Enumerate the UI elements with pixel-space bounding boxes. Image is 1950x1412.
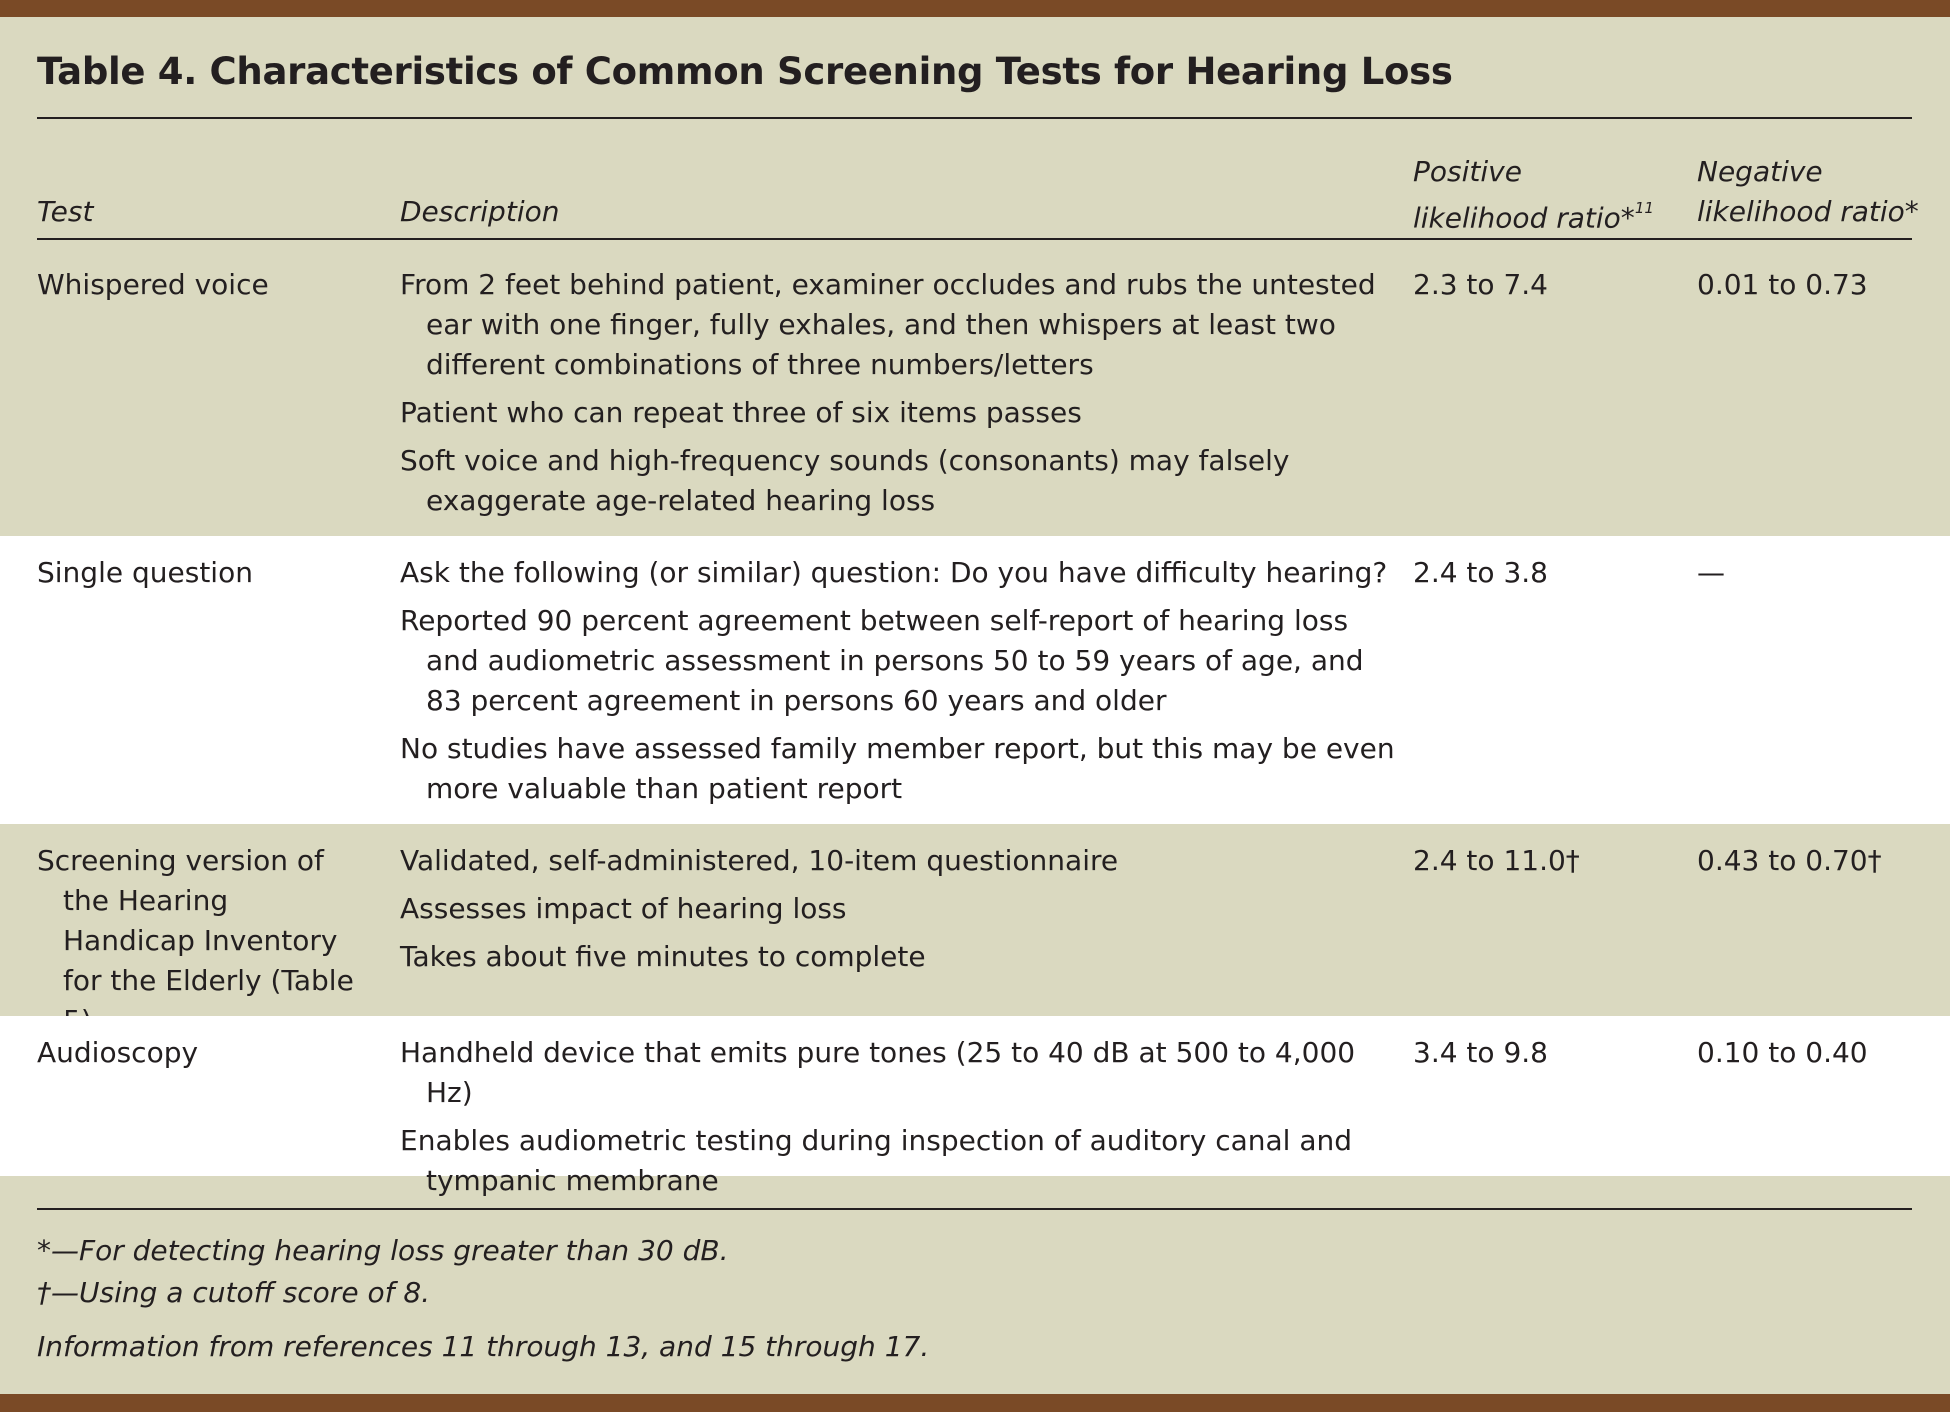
- footnote-rule: [37, 1208, 1912, 1210]
- table-row: [0, 240, 1950, 536]
- row2-desc-item: Ask the following (or similar) question: Do you have difficulty hearing?: [400, 556, 1388, 589]
- row4-desc-item: Handheld device that emits pure tones (25 to 40 dB at 500 to 4,000 Hz): [400, 1036, 1356, 1109]
- row3-desc-item: Takes about five minutes to complete: [400, 940, 926, 973]
- title-rule: [37, 117, 1912, 119]
- row3-desc-item: Validated, self-administered, 10-item questionnaire: [400, 844, 1119, 877]
- row4-description: [400, 1033, 1400, 1209]
- row3-test-label: Screening version of the Hearing Handicap Inventory for the Elderly (Table: [37, 844, 354, 997]
- row1-positive-lr: 2.3 to 7.4: [1413, 268, 1548, 301]
- table-row: [0, 536, 1950, 824]
- row1-desc-item: Patient who can repeat three of six items passes: [400, 396, 1082, 429]
- row2-test: Single question: [37, 556, 253, 589]
- row1-description: [400, 265, 1400, 529]
- row1-test: Whispered voice: [37, 268, 269, 301]
- header-positive-lr-text: Positive likelihood ratio*: [1413, 155, 1635, 235]
- row3-positive-lr: 2.4 to 11.0†: [1413, 844, 1580, 877]
- row2-description: [400, 553, 1400, 817]
- table-title: Table 4. Characteristics of Common Screening Tests for Hearing Loss: [37, 50, 1453, 93]
- row3-test: [37, 841, 367, 1041]
- header-positive-lr-ref: 11: [1634, 199, 1654, 217]
- row3-negative-lr: 0.43 to 0.70†: [1697, 844, 1882, 877]
- row1-desc-item: From 2 feet behind patient, examiner occludes and rubs the untested ear with one finger, fully exhales, and then whispers at least two different combinations of three numbers/letters: [400, 268, 1376, 381]
- row2-desc-item: No studies have assessed family member report, but this may be even more valuable than patient report: [400, 732, 1395, 805]
- row2-positive-lr: 2.4 to 3.8: [1413, 556, 1548, 589]
- table-row: [0, 824, 1950, 1016]
- bottom-frame-bar: [0, 1394, 1950, 1412]
- table-row: [0, 1016, 1950, 1197]
- row1-negative-lr: 0.01 to 0.73: [1697, 268, 1868, 301]
- row4-desc-item: Enables audiometric testing during inspection of auditory canal and tympanic membrane: [400, 1124, 1353, 1197]
- footnote-asterisk: *—For detecting hearing loss greater than 30 dB.: [37, 1234, 729, 1267]
- row3-description: [400, 841, 1400, 985]
- header-test: Test: [37, 195, 94, 228]
- footnote-dagger: †—Using a cutoff score of 8.: [37, 1276, 431, 1309]
- row2-negative-lr: —: [1697, 556, 1725, 589]
- top-frame-bar: [0, 0, 1950, 17]
- row4-negative-lr: 0.10 to 0.40: [1697, 1036, 1868, 1069]
- header-negative-lr: Negative likelihood ratio*: [1697, 155, 1919, 228]
- header-positive-lr: [1413, 152, 1663, 238]
- row3-desc-item: Assesses impact of hearing loss: [400, 892, 847, 925]
- row4-positive-lr: 3.4 to 9.8: [1413, 1036, 1548, 1069]
- header-description: Description: [400, 195, 560, 228]
- row2-desc-item: Reported 90 percent agreement between self-report of hearing loss and audiometric assessment in persons 50 to 59 years of age, and 83 percent agreement in persons 60 years and older: [400, 604, 1364, 717]
- row1-desc-item: Soft voice and high-frequency sounds (consonants) may falsely exaggerate age-related hearing loss: [400, 444, 1290, 517]
- source-note: Information from references 11 through 13, and 15 through 17.: [37, 1330, 930, 1363]
- row4-test: Audioscopy: [37, 1036, 199, 1069]
